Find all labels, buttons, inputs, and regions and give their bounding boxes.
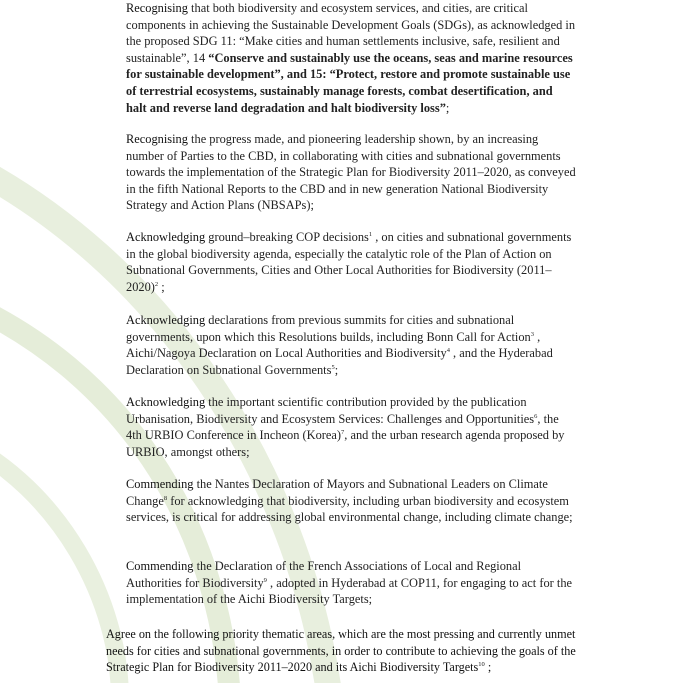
paragraph-text: the important scientific contribution provided by the publication Urbanisation, Biodiversity and Ecosystem Services: Challenges and Opportunities <box>126 395 535 426</box>
paragraph-text: , Aichi/Nagoya Declaration on Local Authorities and Biodiversity <box>126 329 541 361</box>
paragraph-text: ; <box>484 660 492 675</box>
paragraph-recognising-sdg <box>126 0 576 116</box>
footnote-marker[interactable]: 10 <box>478 661 485 669</box>
footnote-marker[interactable]: 2 <box>154 280 159 288</box>
paragraph-text: ; <box>334 362 339 377</box>
paragraph-text: the Nantes Declaration of Mayors and Subnational Leaders on Climate Change <box>126 477 548 508</box>
footnote-marker[interactable]: 6 <box>534 412 538 420</box>
paragraph-text: declarations from previous summits for cities and subnational governments, upon which this Resolutions builds, including Bonn Call for Action <box>126 313 531 344</box>
footnote-marker[interactable]: 1 <box>368 231 373 238</box>
paragraph-text: , and 15: <box>280 67 330 82</box>
paragraph-lead-word: Acknowledging <box>126 230 206 244</box>
footnote-marker[interactable]: 3 <box>530 330 534 338</box>
footnote-marker[interactable]: 5 <box>331 363 335 371</box>
footnote-marker[interactable]: 4 <box>446 347 450 355</box>
paragraph-text: the progress made, and pioneering leadership shown, by an increasing number of Parties to the CBD, in collaborating with cities and subnational governments towards the implementation of the Strategic Plan for Biodiversity 2011–2020, as conveyed in the fifth National Reports to the CBD and in new generation National Biodiversity Strategy and Action Plans (NBSAPs); <box>126 132 576 213</box>
paragraph-text: ; <box>158 279 165 294</box>
paragraph-acknowledging-science <box>126 394 576 460</box>
paragraph-acknowledging-declarations <box>126 312 576 378</box>
footnote-marker[interactable]: 9 <box>263 576 267 584</box>
paragraph-lead-word: Commending <box>126 477 194 491</box>
footnote-marker[interactable]: 8 <box>163 494 168 502</box>
paragraph-recognising-progress <box>126 131 576 214</box>
paragraph-text: the Declaration of the French Associations of Local and Regional Authorities for Biodiversity <box>126 559 522 590</box>
paragraph-lead-word: Recognising <box>126 1 188 15</box>
paragraph-text: that both biodiversity and ecosystem services, and cities, are critical components in achieving the Sustainable Development Goals (SDGs), as acknowledged in the proposed SDG 11: “Make cities and human settlements inclusive, safe, resilient and sustainable”, 14 <box>126 1 576 65</box>
paragraph-text: ; <box>445 100 450 115</box>
paragraph-lead-word: Recognising <box>126 132 188 146</box>
paragraph-lead-word: Commending <box>126 559 194 573</box>
paragraph-text: Agree on the following priority thematic areas, which are the most pressing and currently unmet needs for cities and subnational governments, in order to contribute to achieving the goals of the Strategic Plan for Biodiversity 2011–2020 and its Aichi Biodiversity Targets <box>106 627 576 675</box>
paragraph-text: , adopted in Hyderabad at COP11, for engaging to act for the implementation of the Aichi Biodiversity Targets; <box>126 575 573 607</box>
paragraph-text: ground–breaking COP decisions <box>205 230 369 244</box>
footnote-marker[interactable]: 7 <box>341 429 345 437</box>
paragraph-acknowledging-cop <box>126 229 576 295</box>
sdg15-quote: “Protect, restore and promote sustainable use of terrestrial ecosystems, sustainably manage forests, combat desertification, and halt and reverse land degradation and halt biodiversity loss” <box>126 67 571 115</box>
paragraph-text: , the 4th URBIO Conference in Incheon (Korea) <box>126 411 559 443</box>
paragraph-commending-french <box>126 558 576 608</box>
paragraph-lead-word: Acknowledging <box>126 395 206 409</box>
paragraph-lead-word: Acknowledging <box>126 313 206 327</box>
final-agree-paragraph <box>106 626 576 676</box>
paragraph-commending-nantes <box>126 476 576 526</box>
paragraph-text: , and the urban research agenda proposed by URBIO, amongst others; <box>126 428 565 459</box>
inner-arc <box>0 440 120 683</box>
paragraph-text: , and the Hyderabad Declaration on Subnational Governments <box>126 346 553 377</box>
sdg14-quote: “Conserve and sustainably use the oceans, seas and marine resources for sustainable development” <box>126 50 573 82</box>
paragraph-text: , on cities and subnational governments in the global biodiversity agenda, especially the catalytic role of the Plan of Action on Subnational Governments, Cities and Other Local Authorities for Biodiversity (2011–2020) <box>126 230 572 294</box>
paragraph-text: for acknowledging that biodiversity, including urban biodiversity and ecosystem services, is critical for addressing global environmental change, including climate change; <box>126 493 573 525</box>
